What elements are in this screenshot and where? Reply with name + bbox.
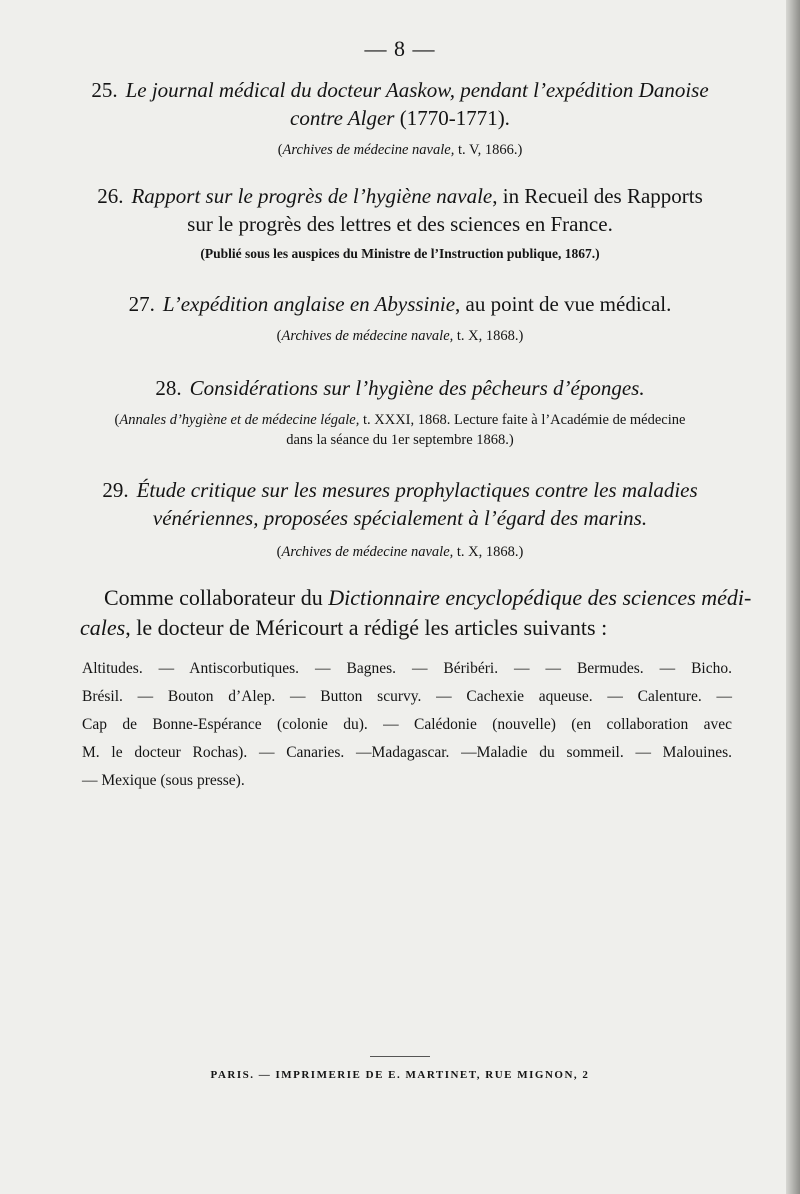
articles-list — [82, 655, 732, 795]
entry-title-line — [70, 504, 730, 532]
page-edge-shadow — [786, 0, 800, 1194]
entry-source-continuation: dans la séance du 1er septembre 1868.) — [286, 432, 514, 448]
entry-title: L’expédition anglaise en Abyssinie — [162, 292, 456, 316]
entry-title: Étude critique sur les mesures prophylactiques contre les maladies — [136, 478, 698, 502]
entry-number: 28. — [155, 376, 182, 400]
entry-title-line — [70, 104, 730, 132]
entry-title: Rapport sur le progrès de l’hygiène navale — [131, 184, 493, 208]
bibliography-entry-29 — [70, 476, 730, 562]
entry-title-line — [70, 210, 730, 238]
entry-collection: sur le progrès des lettres et des sciences en France. — [187, 212, 613, 236]
articles-intro-paragraph — [80, 583, 752, 643]
entry-number: 29. — [102, 478, 129, 502]
intro-text: Comme collaborateur du — [104, 585, 329, 610]
entry-source: (Publié sous les auspices du Ministre de l’Instruction publique, 1867.) — [200, 246, 600, 261]
entry-subtitle: , au point de vue médical. — [455, 292, 672, 316]
entry-title-line — [70, 374, 730, 402]
entry-title: contre Alger — [290, 106, 395, 130]
bibliography-entry-26 — [70, 182, 730, 264]
entry-date: (1770-1771). — [394, 106, 510, 130]
entry-title: vénériennes, proposées spécialement à l’égard des marins. — [152, 506, 648, 530]
source-details: t. X, 1868. — [453, 328, 519, 344]
printer-imprint: PARIS. — IMPRIMERIE DE E. MARTINET, RUE MIGNON, 2 — [210, 1069, 590, 1081]
articles-line: Altitudes. — Antiscorbutiques. — Bagnes. — Béribéri. — — Bermudes. — Bicho. — [82, 660, 732, 677]
dictionary-title: cales — [80, 615, 126, 640]
entry-title-line — [70, 76, 730, 104]
entry-source: (Archives de médecine navale, t. X, 1868.) — [276, 328, 524, 344]
articles-line: — Mexique (sous presse). — [82, 772, 245, 789]
page-number: — 8 — — [364, 36, 436, 61]
entry-title: Le journal médical du docteur Aaskow, pendant l’expédition Danoise — [125, 78, 709, 102]
entry-source: (Archives de médecine navale, t. V, 1866.) — [277, 142, 523, 158]
entry-title-line — [70, 476, 730, 504]
entry-source: (Archives de médecine navale, t. X, 1868.) — [276, 544, 524, 560]
source-details: Publié sous les auspices du Ministre de l’Instruction publique, 1867. — [204, 246, 596, 261]
source-details: dans la séance du 1er septembre 1868. — [286, 432, 509, 448]
intro-text: , le docteur de Méricourt a rédigé les articles suivants : — [125, 615, 608, 640]
imprint-rule — [370, 1056, 430, 1057]
source-details: t. XXXI, 1868. Lecture faite à l’Académie de médecine — [359, 412, 686, 428]
bibliography-entry-27 — [70, 290, 730, 346]
source-details: t. X, 1868. — [453, 544, 519, 560]
entry-number: 25. — [91, 78, 118, 102]
bibliography-entry-28 — [70, 374, 730, 450]
source-journal: Archives de médecine navale, — [281, 328, 454, 344]
entry-title-line — [70, 290, 730, 318]
articles-line: M. le docteur Rochas). — Canaries. —Madagascar. —Maladie du sommeil. — Malouines. — [82, 744, 732, 761]
entry-number: 26. — [97, 184, 124, 208]
articles-line: Brésil. — Bouton d’Alep. — Button scurvy. — Cachexie aqueuse. — Calenture. — — [82, 688, 732, 705]
dictionary-title: Dictionnaire encyclopédique des sciences médi- — [328, 585, 752, 610]
entry-number: 27. — [128, 292, 155, 316]
entry-title: Considérations sur l’hygiène des pêcheurs d’éponges. — [189, 376, 645, 400]
source-journal: Annales d’hygiène et de médecine légale, — [119, 412, 360, 428]
entry-collection: , in Recueil des Rapports — [492, 184, 703, 208]
articles-line: Cap de Bonne-Espérance (colonie du). — Calédonie (nouvelle) (en collaboration avec — [82, 716, 732, 733]
source-journal: Archives de médecine navale, — [281, 544, 454, 560]
entry-title-line — [70, 182, 730, 210]
entry-source: (Annales d’hygiène et de médecine légale, t. XXXI, 1868. Lecture faite à l’Académie de médecine — [114, 412, 686, 428]
source-journal: Archives de médecine navale, — [282, 142, 455, 158]
bibliography-entry-25 — [70, 76, 730, 160]
source-details: t. V, 1866. — [454, 142, 518, 158]
